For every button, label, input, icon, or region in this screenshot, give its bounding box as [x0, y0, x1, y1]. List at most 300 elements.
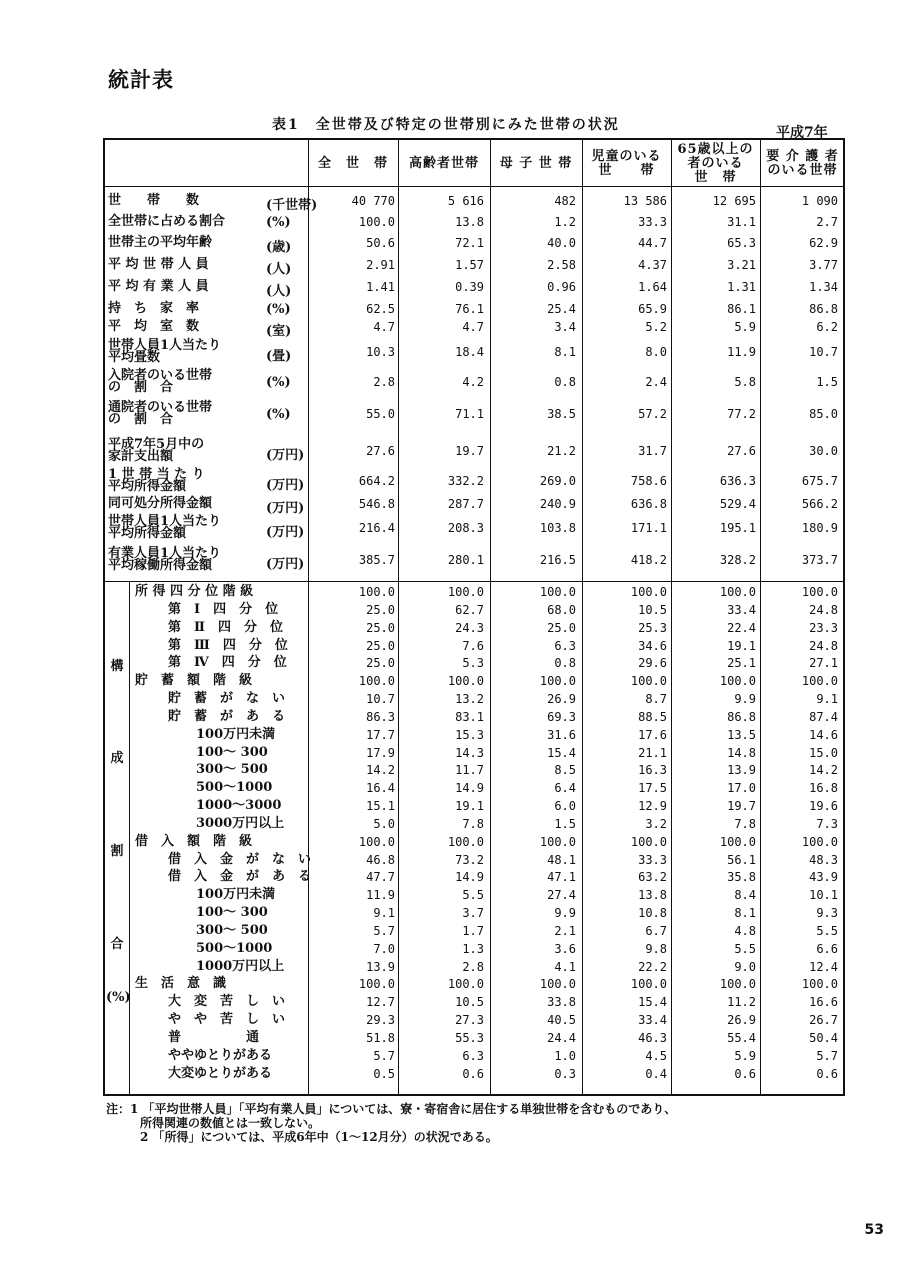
table-cell: 25.0 [366, 638, 395, 653]
table-cell: 0.4 [645, 1066, 667, 1081]
table-cell: 0.6 [462, 1066, 484, 1081]
table-cell: 9.1 [816, 692, 838, 707]
table-cell: 51.8 [366, 1031, 395, 1045]
table-cell: 2.8 [373, 375, 395, 389]
column-header [400, 142, 488, 186]
table-cell: 25.0 [366, 602, 395, 617]
table-cell: 83.1 [455, 709, 484, 724]
table-cell: 14.3 [455, 745, 484, 760]
table-cell: 328.2 [719, 553, 756, 567]
table-cell: 2.1 [554, 923, 576, 938]
table-cell: 216.4 [358, 521, 395, 535]
table-cell: 100.0 [539, 977, 576, 992]
table-cell: 482 [554, 194, 576, 208]
table-cell: 85.0 [809, 407, 838, 421]
column-header-line1: 65歳以上の者のいる [677, 142, 754, 171]
table-cell: 5.9 [734, 320, 756, 334]
row-unit: (畳) [266, 349, 292, 364]
table-cell: 2.8 [462, 959, 484, 974]
column-header-line1: 要 介 護 者 [766, 149, 839, 164]
table-cell: 6.6 [816, 941, 838, 956]
table-cell: 15.4 [547, 745, 576, 760]
table-cell: 19.1 [727, 638, 756, 653]
table-cell: 3.7 [462, 906, 484, 921]
row-label: 世 帯 数 [108, 193, 200, 208]
table-cell: 29.3 [366, 1013, 395, 1028]
composition-row-label: 大 変 苦 し い [168, 994, 286, 1010]
table-cell: 3.6 [554, 941, 576, 956]
table-cell: 33.4 [727, 602, 756, 617]
composition-side-label: (%) [106, 990, 131, 1005]
table-cell: 33.8 [547, 995, 576, 1010]
row-unit: (万円) [266, 525, 305, 540]
table-cell: 9.9 [554, 906, 576, 921]
page-number: 53 [864, 1222, 884, 1238]
table-cell: 9.0 [734, 959, 756, 974]
table-cell: 1 090 [801, 194, 838, 208]
table-cell: 25.0 [366, 656, 395, 671]
table-cell: 15.4 [638, 995, 667, 1010]
row-label: 1 世 帯 当 た り [108, 467, 205, 482]
composition-row-label: 貯 蓄 が な い [168, 691, 286, 707]
table-cell: 171.1 [630, 521, 667, 535]
table-cell: 57.2 [638, 407, 667, 421]
table-cell: 100.0 [358, 977, 395, 992]
table-cell: 100.0 [358, 215, 395, 229]
table-cell: 17.6 [638, 727, 667, 742]
composition-side-label: 成 [110, 751, 124, 766]
table-cell: 8.0 [645, 345, 667, 359]
table-cell: 11.9 [366, 888, 395, 903]
table-cell: 4.37 [638, 258, 667, 272]
table-cell: 63.2 [638, 870, 667, 885]
table-cell: 100.0 [801, 834, 838, 849]
table-cell: 17.0 [727, 781, 756, 796]
composition-row-label: 100～ 300 [196, 744, 268, 760]
table-cell: 29.6 [638, 656, 667, 671]
table-cell: 195.1 [719, 521, 756, 535]
table-cell: 208.3 [447, 521, 484, 535]
column-header-line2: 世 帯 [694, 170, 737, 185]
table-cell: 1.5 [554, 816, 576, 831]
composition-row-label: 貯 蓄 額 階 級 [135, 673, 253, 689]
table-cell: 100.0 [630, 585, 667, 599]
table-cell: 24.4 [547, 1031, 576, 1045]
composition-row-label: 500～1000 [196, 780, 273, 796]
table-cell: 675.7 [801, 474, 838, 488]
table-cell: 7.8 [734, 816, 756, 831]
table-cell: 12.4 [809, 959, 838, 974]
table-cell: 13 586 [623, 194, 667, 208]
table-cell: 10.1 [809, 888, 838, 903]
table-cell: 1.3 [462, 941, 484, 956]
table-cell: 6.0 [554, 799, 576, 814]
table-cell: 0.3 [554, 1066, 576, 1081]
table-cell: 22.2 [638, 959, 667, 974]
table-cell: 529.4 [719, 497, 756, 511]
table-cell: 2.7 [816, 215, 838, 229]
table-cell: 6.4 [554, 781, 576, 796]
table-cell: 14.2 [809, 763, 838, 778]
table-cell: 7.8 [462, 816, 484, 831]
table-cell: 87.4 [809, 709, 838, 724]
table-cell: 31.6 [547, 727, 576, 742]
table-cell: 7.6 [462, 638, 484, 653]
table-cell: 17.7 [366, 727, 395, 742]
table-cell: 0.96 [547, 280, 576, 294]
table-cell: 0.5 [373, 1066, 395, 1081]
table-cell: 5 616 [447, 194, 484, 208]
table-cell: 100.0 [630, 674, 667, 689]
row-unit: (%) [266, 302, 291, 317]
row-label: 平 均 室 数 [108, 319, 200, 334]
table-cell: 56.1 [727, 852, 756, 867]
table-cell: 12.9 [638, 799, 667, 814]
composition-row-label: 100万円未満 [196, 887, 276, 903]
table-cell: 13.8 [638, 888, 667, 903]
table-cell: 65.9 [638, 302, 667, 316]
table-cell: 1.5 [816, 375, 838, 389]
table-cell: 55.3 [455, 1031, 484, 1045]
table-cell: 34.6 [638, 638, 667, 653]
table-cell: 69.3 [547, 709, 576, 724]
row-label-line2: 平均所得金額 [108, 479, 187, 494]
table-cell: 19.1 [455, 799, 484, 814]
year-label: 平成7年 [776, 125, 828, 141]
table-cell: 5.9 [734, 1048, 756, 1063]
table-cell: 5.5 [734, 941, 756, 956]
table-cell: 33.4 [638, 1013, 667, 1028]
row-label: 持 ち 家 率 [108, 301, 200, 316]
table-cell: 62.5 [366, 302, 395, 316]
table-cell: 68.0 [547, 602, 576, 617]
table-cell: 86.1 [727, 302, 756, 316]
table-cell: 55.0 [366, 407, 395, 421]
table-cell: 46.3 [638, 1031, 667, 1045]
composition-row-label: 貯 蓄 が あ る [168, 708, 286, 724]
table-cell: 15.3 [455, 727, 484, 742]
table-cell: 2.91 [366, 258, 395, 272]
table-cell: 77.2 [727, 407, 756, 421]
table-cell: 73.2 [455, 852, 484, 867]
table-cell: 216.5 [539, 553, 576, 567]
table-cell: 27.6 [366, 444, 395, 458]
composition-row-label: 1000～3000 [196, 798, 282, 814]
table-cell: 18.4 [455, 345, 484, 359]
composition-row-label: 300～ 500 [196, 762, 268, 778]
table-cell: 16.8 [809, 781, 838, 796]
table-cell: 16.6 [809, 995, 838, 1010]
table-cell: 48.3 [809, 852, 838, 867]
table-cell: 13.2 [455, 692, 484, 707]
table-cell: 180.9 [801, 521, 838, 535]
table-cell: 8.7 [645, 692, 667, 707]
table-cell: 0.39 [455, 280, 484, 294]
table-cell: 22.4 [727, 620, 756, 635]
row-label: 平 均 世 帯 人 員 [108, 257, 209, 272]
table-cell: 373.7 [801, 553, 838, 567]
table-cell: 100.0 [358, 674, 395, 689]
table-cell: 33.3 [638, 215, 667, 229]
composition-row-label: 第 Ⅳ 四 分 位 [168, 655, 287, 671]
table-cell: 3.2 [645, 816, 667, 831]
table-cell: 17.5 [638, 781, 667, 796]
table-cell: 3.21 [727, 258, 756, 272]
table-cell: 40 770 [351, 194, 395, 208]
composition-row-label: 500～1000 [196, 940, 273, 956]
row-unit: (千世帯) [266, 198, 318, 213]
composition-row-label: 生 活 意 識 [135, 976, 227, 992]
composition-row-label: 大変ゆとりがある [168, 1065, 273, 1081]
table-cell: 24.3 [455, 620, 484, 635]
table-cell: 5.8 [734, 375, 756, 389]
note-line-1: 注：1 「平均世帯人員」「平均有業人員」については、寮・寄宿舎に居住する単独世帯を含むものであり、 [106, 1102, 677, 1116]
table-cell: 4.1 [554, 959, 576, 974]
composition-row-label: 借 入 金 が あ る [168, 869, 312, 885]
column-header [762, 142, 843, 186]
table-cell: 1.64 [638, 280, 667, 294]
row-label: 世帯主の平均年齢 [108, 235, 213, 250]
table-cell: 5.5 [816, 923, 838, 938]
row-unit: (万円) [266, 501, 305, 516]
table-cell: 47.7 [366, 870, 395, 885]
table-cell: 100.0 [447, 977, 484, 992]
table-cell: 5.5 [462, 888, 484, 903]
column-header [492, 142, 580, 186]
table-cell: 14.6 [809, 727, 838, 742]
table-cell: 14.2 [366, 763, 395, 778]
table-cell: 62.9 [809, 236, 838, 250]
table-cell: 27.6 [727, 444, 756, 458]
table-cell: 240.9 [539, 497, 576, 511]
table-cell: 103.8 [539, 521, 576, 535]
table-cell: 0.8 [554, 375, 576, 389]
row-unit: (万円) [266, 448, 305, 463]
table-cell: 6.2 [816, 320, 838, 334]
table-cell: 4.8 [734, 923, 756, 938]
table-cell: 13.9 [366, 959, 395, 974]
table-cell: 5.3 [462, 656, 484, 671]
table-cell: 100.0 [539, 674, 576, 689]
table-cell: 100.0 [630, 834, 667, 849]
table-cell: 100.0 [358, 585, 395, 599]
row-label: 世帯人員1人当たり [108, 338, 222, 353]
column-header-line1: 児童のいる [591, 149, 662, 164]
table-cell: 7.0 [373, 941, 395, 956]
table-cell: 38.5 [547, 407, 576, 421]
composition-side-label: 構 [110, 659, 124, 674]
table-cell: 5.2 [645, 320, 667, 334]
row-unit: (人) [266, 262, 292, 277]
table-cell: 287.7 [447, 497, 484, 511]
note-line-2: 所得関連の数値とは一致しない。 [140, 1116, 321, 1130]
table-cell: 14.9 [455, 870, 484, 885]
table-cell: 636.8 [630, 497, 667, 511]
table-cell: 1.41 [366, 280, 395, 294]
composition-row-label: 1000万円以上 [196, 958, 285, 974]
column-header-line2: 世 帯 [598, 163, 655, 178]
table-cell: 46.8 [366, 852, 395, 867]
table-cell: 21.1 [638, 745, 667, 760]
table-cell: 10.8 [638, 906, 667, 921]
table-cell: 269.0 [539, 474, 576, 488]
table-cell: 418.2 [630, 553, 667, 567]
table-cell: 3.4 [554, 320, 576, 334]
table-cell: 5.0 [373, 816, 395, 831]
table-cell: 1.0 [554, 1048, 576, 1063]
table-cell: 4.5 [645, 1048, 667, 1063]
composition-side-label: 割 [110, 844, 124, 859]
table-cell: 5.7 [816, 1048, 838, 1063]
table-cell: 19.7 [727, 799, 756, 814]
table-cell: 5.7 [373, 923, 395, 938]
table-cell: 86.8 [727, 709, 756, 724]
column-header [584, 142, 669, 186]
row-unit: (歳) [266, 240, 292, 255]
table-cell: 4.2 [462, 375, 484, 389]
row-unit: (人) [266, 284, 292, 299]
table-cell: 15.1 [366, 799, 395, 814]
table-cell: 9.8 [645, 941, 667, 956]
table-cell: 100.0 [630, 977, 667, 992]
table-cell: 4.7 [373, 320, 395, 334]
table-cell: 13.9 [727, 763, 756, 778]
row-label: 平 均 有 業 人 員 [108, 279, 209, 294]
table-cell: 40.0 [547, 236, 576, 250]
row-label: 有業人員1人当たり [108, 546, 222, 561]
composition-row-label: 第 Ⅱ 四 分 位 [168, 619, 283, 635]
table-cell: 4.7 [462, 320, 484, 334]
table-cell: 88.5 [638, 709, 667, 724]
table-cell: 2.4 [645, 375, 667, 389]
table-cell: 3.77 [809, 258, 838, 272]
table-cell: 21.2 [547, 444, 576, 458]
row-label: 全世帯に占める割合 [108, 214, 226, 229]
table-cell: 8.1 [734, 906, 756, 921]
table-cell: 15.0 [809, 745, 838, 760]
table-cell: 12.7 [366, 995, 395, 1010]
table-cell: 6.3 [462, 1048, 484, 1063]
table-cell: 12 695 [712, 194, 756, 208]
table-cell: 50.4 [809, 1031, 838, 1045]
row-unit: (万円) [266, 557, 305, 572]
table-cell: 546.8 [358, 497, 395, 511]
row-label: 世帯人員1人当たり [108, 514, 222, 529]
table-cell: 62.7 [455, 602, 484, 617]
table-cell: 71.1 [455, 407, 484, 421]
table-cell: 47.1 [547, 870, 576, 885]
table-cell: 19.7 [455, 444, 484, 458]
table-cell: 664.2 [358, 474, 395, 488]
table-cell: 86.3 [366, 709, 395, 724]
table-cell: 8.1 [554, 345, 576, 359]
table-cell: 2.58 [547, 258, 576, 272]
table-cell: 6.7 [645, 923, 667, 938]
header-divider [103, 186, 845, 187]
composition-row-label: や や 苦 し い [168, 1012, 286, 1028]
table-cell: 100.0 [539, 585, 576, 599]
composition-row-label: ややゆとりがある [168, 1047, 273, 1063]
table-cell: 332.2 [447, 474, 484, 488]
table-cell: 9.9 [734, 692, 756, 707]
table-cell: 100.0 [358, 834, 395, 849]
row-label-line2: 平均所得金額 [108, 526, 187, 541]
table-cell: 55.4 [727, 1031, 756, 1045]
table-cell: 50.6 [366, 236, 395, 250]
table-cell: 758.6 [630, 474, 667, 488]
table-cell: 40.5 [547, 1013, 576, 1028]
composition-row-label: 100～ 300 [196, 905, 268, 921]
row-label-line2: の 割 合 [108, 380, 174, 395]
table-cell: 100.0 [719, 834, 756, 849]
table-cell: 0.6 [816, 1066, 838, 1081]
row-label: 入院者のいる世帯 [108, 368, 213, 383]
composition-row-label: 借 入 金 が な い [168, 851, 312, 867]
table-cell: 0.8 [554, 656, 576, 671]
table-cell: 1.31 [727, 280, 756, 294]
table-cell: 1.34 [809, 280, 838, 294]
table-cell: 25.3 [638, 620, 667, 635]
column-header-line1: 母 子 世 帯 [499, 156, 573, 171]
table-cell: 100.0 [719, 977, 756, 992]
table-cell: 13.8 [455, 215, 484, 229]
table-cell: 19.6 [809, 799, 838, 814]
table-cell: 9.1 [373, 906, 395, 921]
table-cell: 11.9 [727, 345, 756, 359]
row-label-line2: 家計支出額 [108, 449, 174, 464]
composition-row-label: 第 Ⅲ 四 分 位 [168, 637, 288, 653]
composition-side-label: 合 [110, 937, 124, 952]
table-cell: 14.9 [455, 781, 484, 796]
table-cell: 27.4 [547, 888, 576, 903]
table-cell: 8.4 [734, 888, 756, 903]
table-cell: 100.0 [801, 977, 838, 992]
table-cell: 31.1 [727, 215, 756, 229]
table-cell: 5.7 [373, 1048, 395, 1063]
row-label-line2: の 割 合 [108, 412, 174, 427]
table-cell: 86.8 [809, 302, 838, 316]
row-label-line2: 平均畳数 [108, 350, 161, 365]
composition-row-label: 普 通 [168, 1030, 260, 1045]
column-header [673, 142, 758, 186]
table-title: 表1 全世帯及び特定の世帯別にみた世帯の状況 [272, 117, 620, 133]
table-cell: 6.3 [554, 638, 576, 653]
table-cell: 31.7 [638, 444, 667, 458]
table-cell: 43.9 [809, 870, 838, 885]
table-cell: 27.1 [809, 656, 838, 671]
table-cell: 25.0 [547, 620, 576, 635]
table-cell: 30.0 [809, 444, 838, 458]
table-cell: 100.0 [539, 834, 576, 849]
table-cell: 25.1 [727, 656, 756, 671]
table-cell: 8.5 [554, 763, 576, 778]
composition-row-label: 300～ 500 [196, 922, 268, 938]
table-cell: 33.3 [638, 852, 667, 867]
row-unit: (%) [266, 375, 291, 390]
row-label: 平成7年5月中の [108, 437, 205, 452]
section-divider [103, 581, 845, 582]
table-cell: 11.2 [727, 995, 756, 1010]
row-unit: (室) [266, 324, 292, 339]
section-title: 統計表 [108, 67, 174, 92]
composition-row-label: 第 Ⅰ 四 分 位 [168, 601, 279, 617]
table-cell: 10.5 [455, 995, 484, 1010]
row-unit: (万円) [266, 478, 305, 493]
row-unit: (%) [266, 215, 291, 230]
row-label: 同可処分所得金額 [108, 496, 213, 511]
table-cell: 10.7 [809, 345, 838, 359]
table-cell: 100.0 [719, 585, 756, 599]
